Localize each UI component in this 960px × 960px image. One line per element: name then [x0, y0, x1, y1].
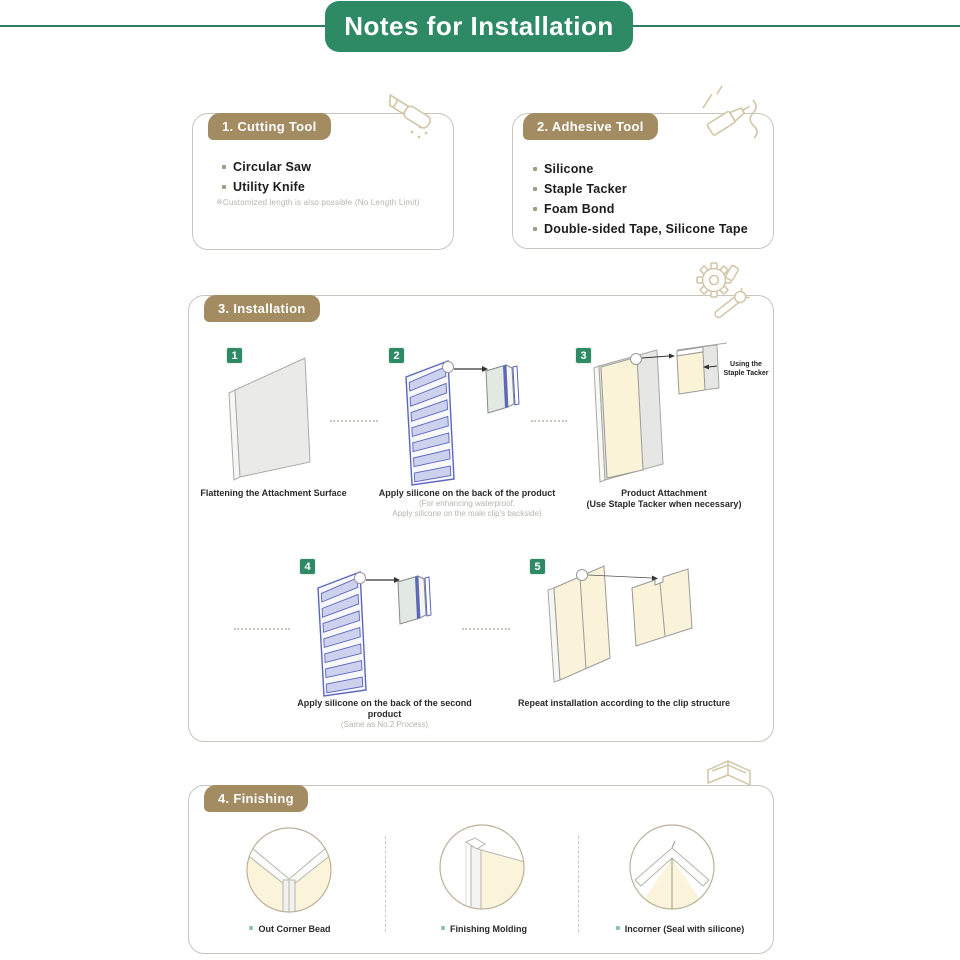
step2-silicone-diagram: [398, 355, 523, 487]
bullet-dot: [533, 167, 537, 171]
list-item: [533, 222, 748, 236]
finishing-item-1: Out Corner Bead: [225, 924, 355, 934]
bullet-dot: [222, 185, 226, 189]
dotted-connector: [462, 628, 510, 630]
gear-wrench-icon: [692, 258, 754, 322]
adhesive-item-4: Double-sided Tape, Silicone Tape: [544, 222, 748, 236]
step3-annotation: Using the Staple Tacker: [723, 361, 769, 377]
bullet-dot: [533, 207, 537, 211]
bullet-dot: [616, 926, 620, 930]
cutting-note: ※Customized length is also possible (No Length Limit): [216, 198, 420, 207]
cutting-item-1: Circular Saw: [233, 160, 312, 174]
page-title: Notes for Installation: [344, 11, 614, 41]
caulk-gun-icon: [700, 84, 766, 146]
step4-silicone-diagram: [310, 566, 435, 698]
cutting-item-2: Utility Knife: [233, 180, 306, 194]
step-badge-2: 2: [388, 347, 405, 364]
corner-bead-icon: [702, 756, 756, 804]
list-item: [222, 180, 311, 194]
finishing-molding-diagram: [439, 824, 525, 910]
list-item: [533, 162, 748, 176]
incorner-diagram: [629, 824, 715, 910]
step-badge-5: 5: [529, 558, 546, 575]
finishing-label-text: 4. Finishing: [218, 791, 294, 806]
bullet-dot: [533, 187, 537, 191]
finishing-label: [204, 785, 308, 812]
installation-label: [204, 295, 320, 322]
finishing-item-3: Incorner (Seal with silicone): [596, 924, 764, 934]
adhesive-tool-label-text: 2. Adhesive Tool: [537, 119, 644, 134]
cutting-tool-label: [208, 113, 331, 140]
step-badge-1: 1: [226, 347, 243, 364]
adhesive-item-3: Foam Bond: [544, 202, 615, 216]
header-rule-right: [633, 25, 960, 27]
list-item: [222, 160, 311, 174]
step3-caption: Product Attachment (Use Staple Tacker when necessary): [586, 488, 742, 509]
adhesive-tool-list: [533, 162, 748, 242]
adhesive-tool-label: [523, 113, 658, 140]
bullet-dot: [249, 926, 253, 930]
dashed-divider: [578, 836, 579, 932]
bullet-dot: [533, 227, 537, 231]
cutting-tool-list: [222, 160, 311, 200]
cutting-tool-label-text: 1. Cutting Tool: [222, 119, 317, 134]
dotted-connector: [330, 420, 378, 422]
step-badge-4: 4: [299, 558, 316, 575]
dotted-connector: [531, 420, 567, 422]
page-title-banner: [325, 1, 633, 52]
adhesive-item-1: Silicone: [544, 162, 594, 176]
list-item: [533, 182, 748, 196]
dotted-connector: [234, 628, 290, 630]
list-item: [533, 202, 748, 216]
adhesive-item-2: Staple Tacker: [544, 182, 627, 196]
header-rule-left: [0, 25, 325, 27]
step1-caption: Flattening the Attachment Surface: [200, 488, 347, 498]
bullet-dot: [222, 165, 226, 169]
step2-caption: Apply silicone on the back of the product (For enhancing waterproof, Apply silicone on the male clip's backside): [378, 488, 556, 518]
bullet-dot: [441, 926, 445, 930]
installation-label-text: 3. Installation: [218, 301, 306, 316]
step5-caption: Repeat installation according to the clip structure: [517, 698, 731, 708]
step1-surface-diagram: [222, 350, 342, 485]
finishing-item-2: Finishing Molding: [420, 924, 548, 934]
step4-caption: Apply silicone on the back of the second product (Same as No.2 Process): [297, 698, 472, 729]
step-badge-3: 3: [575, 347, 592, 364]
utility-knife-icon: [376, 84, 440, 146]
out-corner-bead-diagram: [246, 827, 332, 913]
step5-repeat-diagram: [540, 558, 715, 683]
dashed-divider: [385, 836, 386, 932]
